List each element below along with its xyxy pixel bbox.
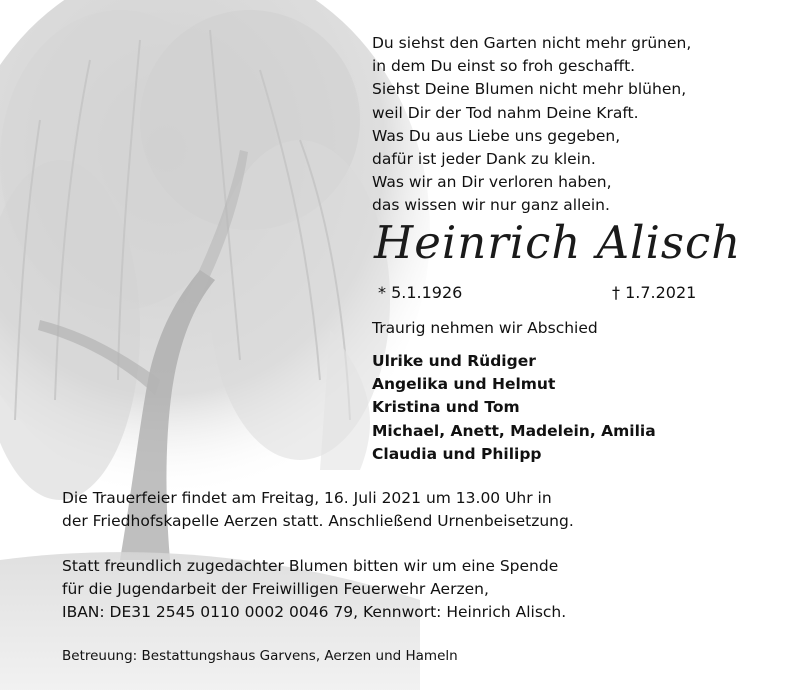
mourner-name: Kristina und Tom — [372, 398, 520, 417]
mourner-name: Michael, Anett, Madelein, Amilia — [372, 421, 656, 440]
mourning-intro: Traurig nehmen wir Abschied — [372, 319, 598, 337]
poem-line: Was wir an Dir verloren haben, — [372, 173, 612, 192]
deceased-name: Heinrich Alisch — [374, 216, 742, 269]
mourner-name: Angelika und Helmut — [372, 375, 556, 394]
death-date: † 1.7.2021 — [612, 283, 697, 302]
donation-info — [62, 555, 782, 624]
poem-line: das wissen wir nur ganz allein. — [372, 196, 610, 215]
poem — [372, 32, 772, 218]
mourners-list — [372, 350, 656, 466]
ceremony-info — [62, 487, 782, 533]
ceremony-line: Die Trauerfeier findet am Freitag, 16. Juli 2021 um 13.00 Uhr in — [62, 489, 552, 507]
donation-line: Statt freundlich zugedachter Blumen bitten wir um eine Spende — [62, 557, 559, 575]
mourner-name: Ulrike und Rüdiger — [372, 352, 536, 370]
poem-line: Was Du aus Liebe uns gegeben, — [372, 126, 621, 145]
poem-line: weil Dir der Tod nahm Deine Kraft. — [372, 103, 639, 122]
poem-line: Du siehst den Garten nicht mehr grünen, — [372, 34, 692, 52]
mourner-name: Claudia und Philipp — [372, 444, 542, 463]
donation-line: IBAN: DE31 2545 0110 0002 0046 79, Kennwort: Heinrich Alisch. — [62, 603, 567, 621]
poem-line: in dem Du einst so froh geschafft. — [372, 57, 636, 76]
donation-line: für die Jugendarbeit der Freiwilligen Feuerwehr Aerzen, — [62, 580, 489, 598]
poem-line: dafür ist jeder Dank zu klein. — [372, 150, 596, 169]
poem-line: Siehst Deine Blumen nicht mehr blühen, — [372, 80, 687, 99]
ceremony-line: der Friedhofskapelle Aerzen statt. Anschließend Urnenbeisetzung. — [62, 512, 574, 530]
birth-date: * 5.1.1926 — [378, 283, 463, 302]
funeral-home-credit: Betreuung: Bestattungshaus Garvens, Aerzen und Hameln — [62, 648, 458, 664]
